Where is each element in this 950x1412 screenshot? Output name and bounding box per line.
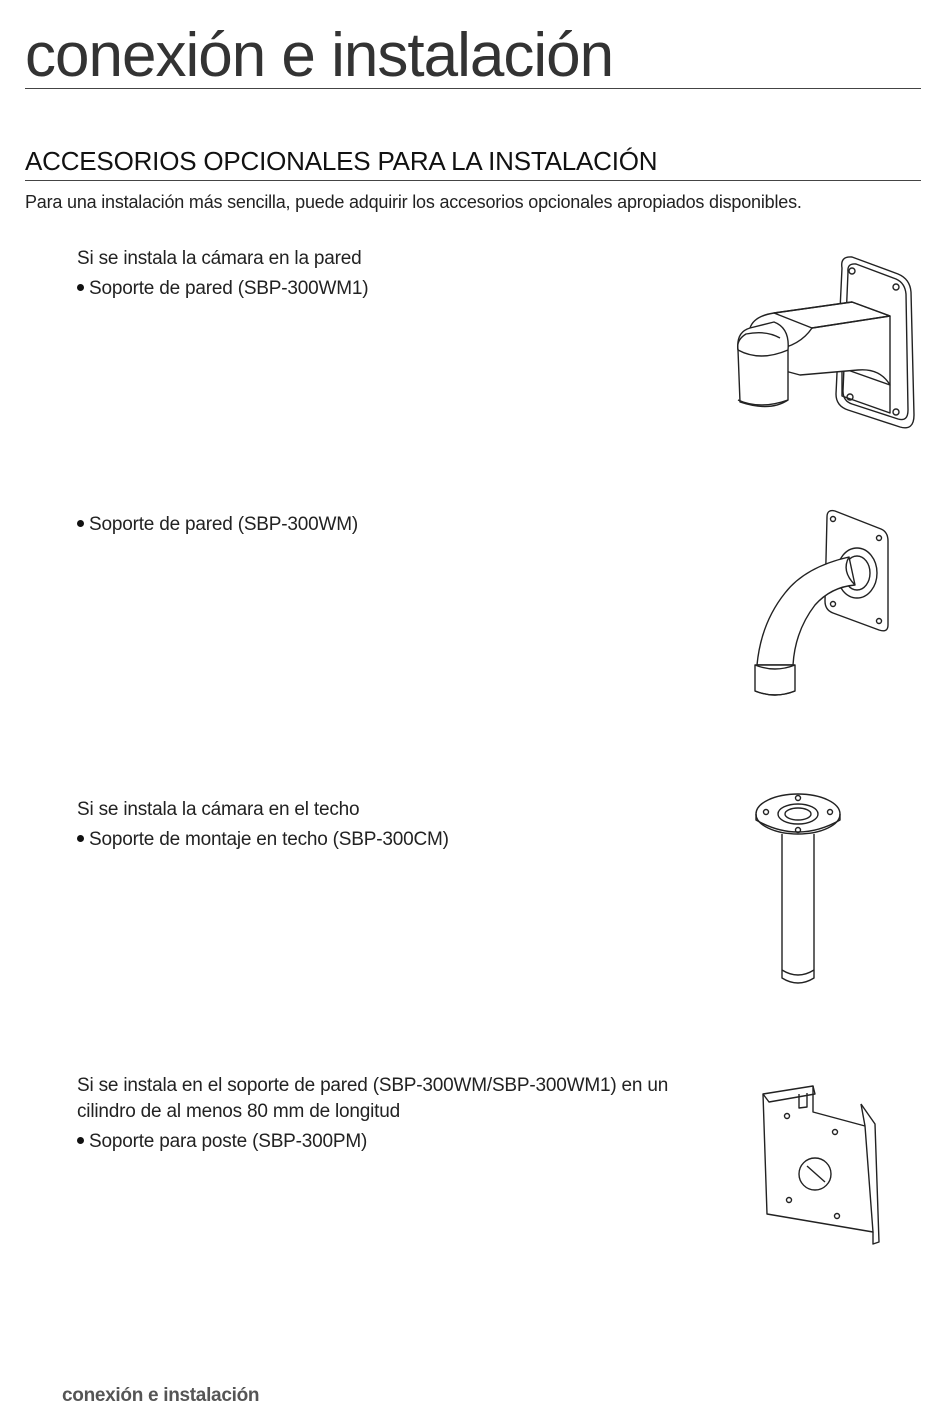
accessory-item-label: Soporte para poste (SBP-300PM) <box>89 1131 368 1152</box>
ceiling-mount-illustration <box>752 790 847 990</box>
accessory-ceiling-mount <box>77 797 727 853</box>
accessory-pole-mount <box>77 1073 727 1155</box>
bullet-icon <box>77 520 84 527</box>
wall-mount-2-illustration <box>745 505 900 700</box>
page-footer: conexión e instalación <box>62 1385 260 1406</box>
pole-mount-illustration <box>755 1082 885 1252</box>
accessory-item <box>77 512 727 538</box>
chapter-divider <box>25 88 921 89</box>
accessory-wall-mount-2 <box>77 508 727 538</box>
section-intro: Para una instalación más sencilla, puede adquirir los accesorios opcionales apropiados disponibles. <box>25 192 802 212</box>
accessory-condition: Si se instala la cámara en la pared <box>77 248 362 269</box>
bullet-icon <box>77 835 84 842</box>
bullet-icon <box>77 1137 84 1144</box>
accessory-item-label: Soporte de montaje en techo (SBP-300CM) <box>89 829 449 850</box>
accessory-item <box>77 1129 727 1155</box>
accessory-condition-line1: Si se instala en el soporte de pared (SBP-300WM/SBP-300WM1) en un <box>77 1075 669 1096</box>
accessory-item <box>77 276 727 302</box>
chapter-title: conexión e instalación <box>25 21 614 90</box>
accessory-condition: Si se instala la cámara en el techo <box>77 799 360 820</box>
wall-mount-1-illustration <box>730 250 920 435</box>
section-title: ACCESORIOS OPCIONALES PARA LA INSTALACIÓN <box>25 146 658 176</box>
accessory-wall-mount-1 <box>77 246 727 302</box>
bullet-icon <box>77 284 84 291</box>
section-divider <box>25 180 921 181</box>
accessory-item-label: Soporte de pared (SBP-300WM) <box>89 514 358 535</box>
accessory-item <box>77 827 727 853</box>
accessory-item-label: Soporte de pared (SBP-300WM1) <box>89 278 369 299</box>
accessory-condition-line2: cilindro de al menos 80 mm de longitud <box>77 1101 400 1122</box>
